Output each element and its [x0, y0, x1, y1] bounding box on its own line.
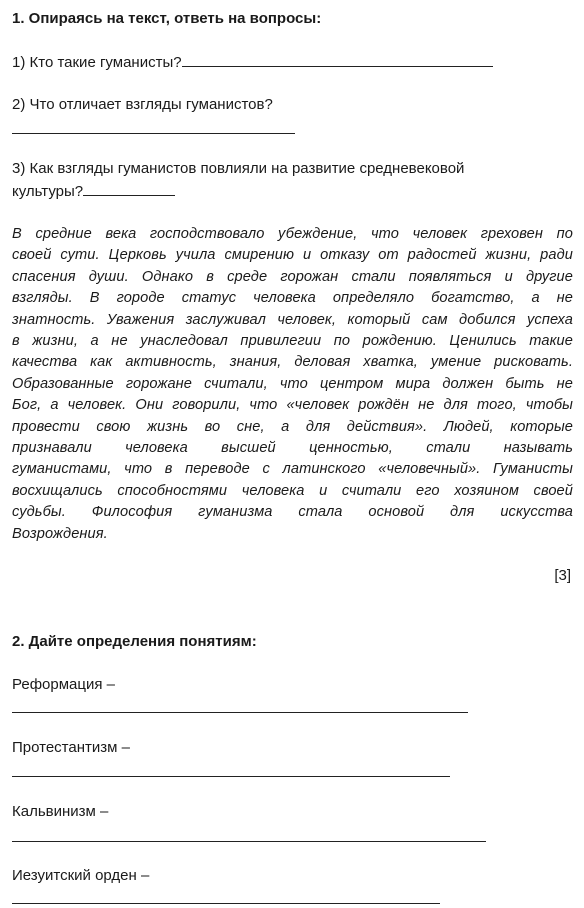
passage-line: гуманистами, что в переводе с латинского «человечный». Гуманисты — [12, 461, 573, 478]
answer-blank-1[interactable] — [182, 66, 493, 67]
question-1 — [12, 54, 493, 71]
reading-passage — [12, 224, 573, 545]
question-2-text: 2) Что отличает взгляды гуманистов? — [12, 96, 273, 113]
passage-line: Образованные горожане считали, что центром мира должен быть не — [12, 375, 573, 392]
term-reformation-label: Реформация – — [12, 676, 115, 693]
definition-line-protestantism[interactable] — [12, 776, 450, 777]
term-calvinism-label: Кальвинизм – — [12, 803, 109, 820]
definition-line-reformation[interactable] — [12, 712, 468, 713]
passage-line: судьбы. Философия гуманизма стала основой для искусства — [12, 504, 573, 521]
question-3-text-line2: культуры? — [12, 183, 84, 200]
answer-line-2[interactable] — [12, 133, 295, 134]
passage-line: В средние века господствовало убеждение, что человек греховен по — [12, 226, 573, 242]
term-protestantism-label: Протестантизм – — [12, 739, 130, 756]
answer-blank-3[interactable] — [83, 195, 175, 196]
question-1-text: 1) Кто такие гуманисты? — [12, 54, 182, 71]
score-mark: [3] — [554, 567, 571, 584]
passage-line: спасения души. Однако в среде горожан стали появляться и другие — [12, 268, 573, 285]
task2-heading: 2. Дайте определения понятиям: — [12, 633, 257, 650]
passage-line: в жизни, а не унаследовал привилегии по рождению. Ценились такие — [12, 333, 573, 350]
definition-line-jesuit-order[interactable] — [12, 903, 440, 904]
question-3-line2 — [12, 183, 175, 200]
passage-line: качества как активность, знания, деловая хватка, умение рисковать. — [12, 354, 573, 371]
passage-line: признавали человека высшей ценностью, стали называть — [12, 440, 573, 457]
passage-line: Возрождения. — [12, 525, 108, 542]
term-jesuit-order-label: Иезуитский орден – — [12, 867, 150, 884]
question-3-text-line1: 3) Как взгляды гуманистов повлияли на развитие средневековой — [12, 160, 465, 177]
passage-line: Бог, а человек. Они говорили, что «человек рождён не для того, чтобы — [12, 397, 573, 414]
passage-line: восхищались способностями человека и считали его хозяином своей — [12, 482, 573, 499]
task1-heading: 1. Опираясь на текст, ответь на вопросы: — [12, 10, 322, 27]
passage-line: провести свою жизнь во сне, а для действия». Людей, которые — [12, 418, 573, 435]
passage-line: своей сути. Церковь учила смирению и отказу от радостей жизни, ради — [12, 247, 573, 264]
passage-line: взгляды. В городе статус человека определяло богатство, а не — [12, 290, 573, 307]
definition-line-calvinism[interactable] — [12, 841, 486, 842]
passage-line: знатность. Уважения заслуживал человек, который сам добился успеха — [12, 311, 573, 328]
